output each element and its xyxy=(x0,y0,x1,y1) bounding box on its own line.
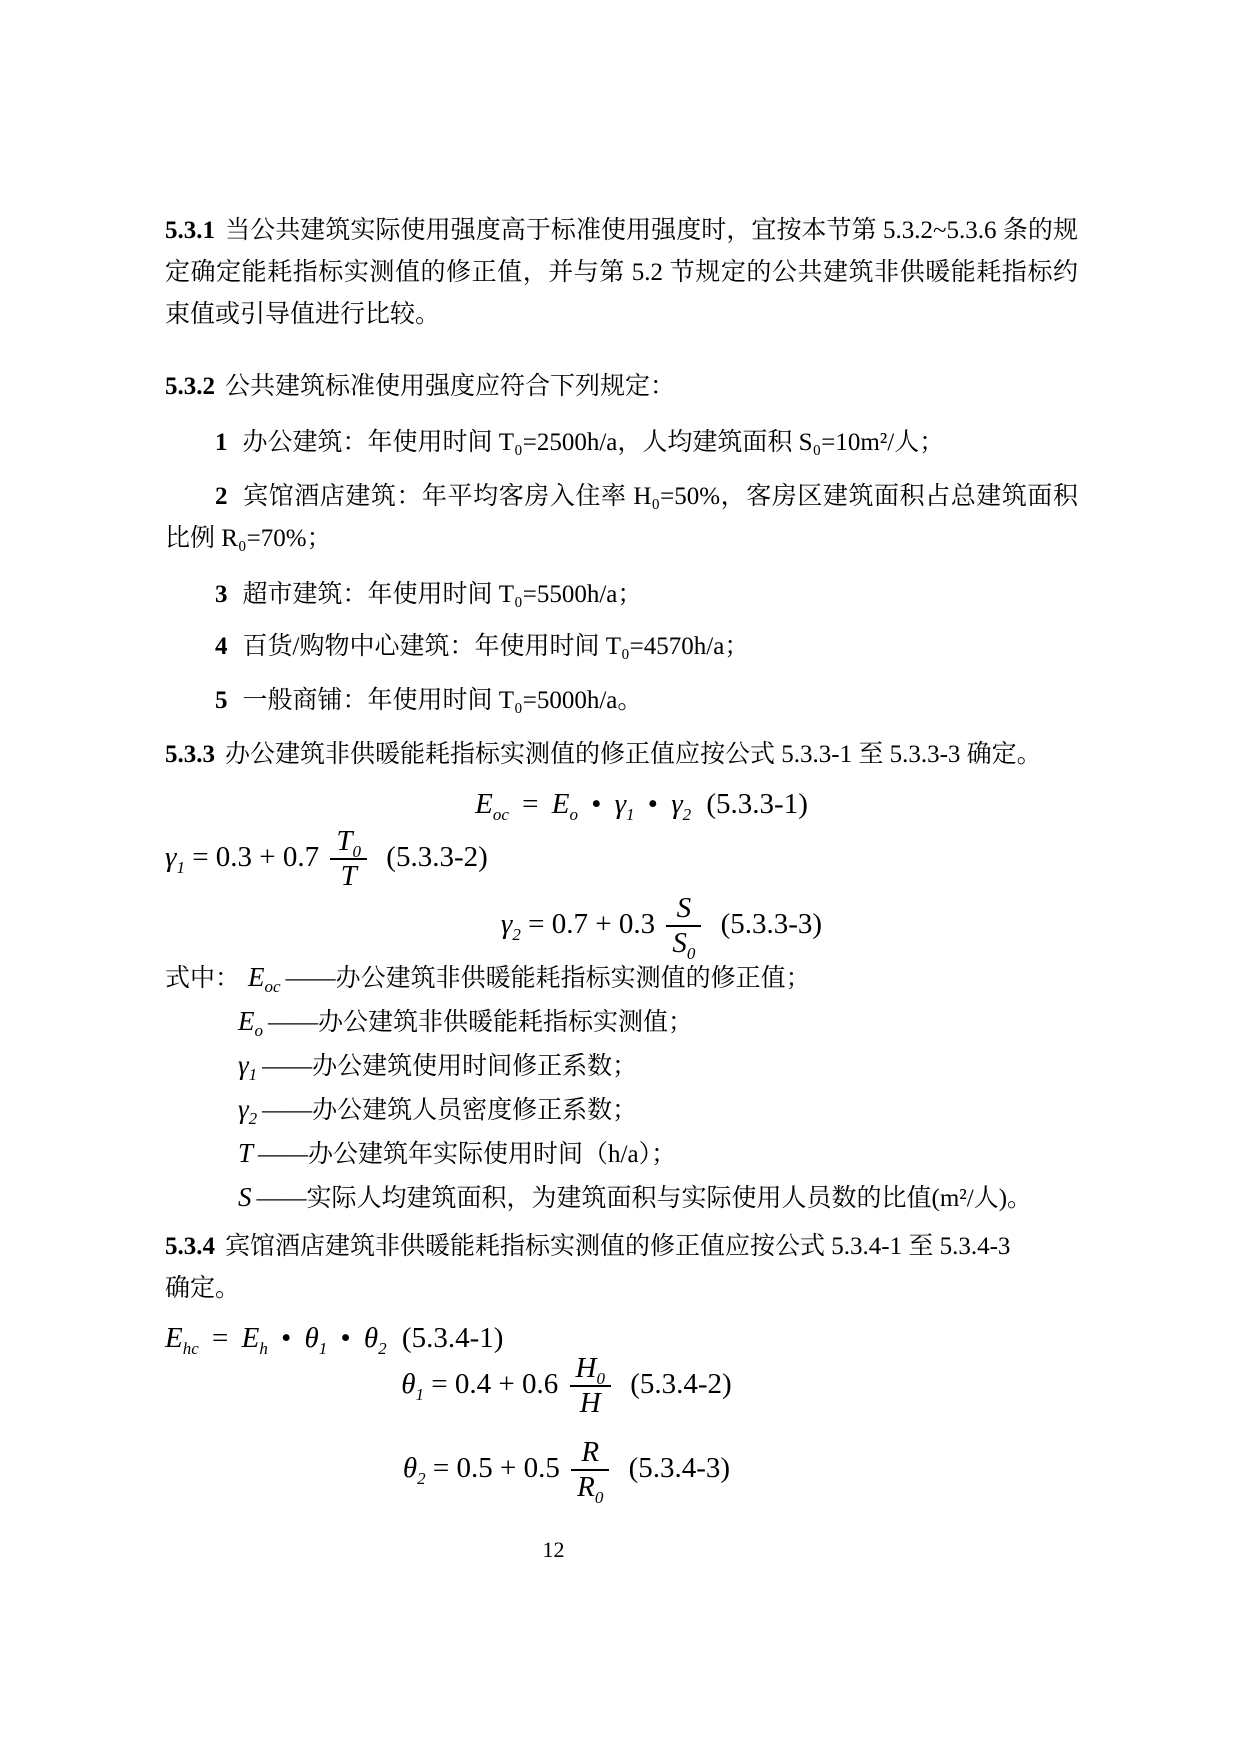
symbol: S xyxy=(238,1182,252,1212)
list-item-number: 4 xyxy=(215,633,228,660)
formula-variable: E xyxy=(241,1322,260,1354)
fraction xyxy=(570,1352,611,1421)
dot-operator: • xyxy=(340,1322,351,1354)
symbol-subscript: 1 xyxy=(248,1065,258,1084)
symbol-subscript: o xyxy=(254,1021,263,1040)
formula-label: (5.3.3-3) xyxy=(720,908,823,940)
formula-subscript: 2 xyxy=(417,1468,426,1488)
section-5-3-3 xyxy=(165,734,1095,776)
where-clause xyxy=(165,956,1105,1220)
fraction-denominator: $R_0$ xyxy=(577,1471,604,1508)
formula-variable: γ xyxy=(500,908,513,940)
fraction-denominator: $S_0$ xyxy=(672,927,696,964)
section-number: 5.3.1 xyxy=(165,217,215,244)
where-prefix: 式中： xyxy=(165,965,241,992)
list-item-text: 超市建筑：年使用时间 T₀=5500h/a； xyxy=(242,581,643,608)
formula-5-3-3-2 xyxy=(165,825,1078,894)
symbol: γ xyxy=(238,1050,249,1080)
section-number: 5.3.3 xyxy=(165,741,215,768)
formula-subscript: o xyxy=(569,804,578,824)
symbol-subscript: oc xyxy=(264,977,281,996)
formula-variable: γ xyxy=(165,841,177,873)
symbol-definition xyxy=(165,956,1105,1000)
list-item-number: 5 xyxy=(215,687,228,714)
section-5-3-4 xyxy=(165,1226,1078,1310)
formula-subscript: oc xyxy=(492,804,509,824)
formula-label: (5.3.4-3) xyxy=(628,1452,731,1484)
formula-variable: E xyxy=(551,788,570,820)
section-number: 5.3.4 xyxy=(165,1233,215,1260)
formula-5-3-4-3 xyxy=(110,1436,1023,1508)
dot-operator: • xyxy=(281,1322,292,1354)
formula-variable: E xyxy=(165,1322,183,1354)
formula-body: = 0.7 + 0.3 xyxy=(528,908,656,940)
formula-variable: θ xyxy=(401,1368,416,1400)
list-item-5 xyxy=(165,680,1078,722)
fraction xyxy=(666,892,701,964)
formula-subscript: 1 xyxy=(318,1338,328,1358)
fraction-numerator: $T_0$ xyxy=(330,825,367,860)
fraction-denominator: H xyxy=(579,1387,601,1420)
formula-5-3-3-1 xyxy=(185,782,1098,826)
list-item-text: 宾馆酒店建筑：年平均客房入住率 H₀=50%，客房区建筑面积占总建筑面积比例 R₀=70%； xyxy=(165,483,1078,552)
symbol: T xyxy=(238,1138,254,1168)
formula-label: (5.3.3-2) xyxy=(386,841,488,873)
symbol: E xyxy=(238,1006,255,1036)
symbol-definition xyxy=(238,1176,1105,1220)
section-5-3-1 xyxy=(165,210,1078,336)
list-item-4 xyxy=(165,626,1078,668)
page-number: 12 xyxy=(542,1537,565,1562)
section-text: 办公建筑非供暖能耗指标实测值的修正值应按公式 5.3.3-1 至 5.3.3-3 确定。 xyxy=(225,741,1042,768)
formula-body: = 0.3 + 0.7 xyxy=(192,841,320,873)
formula-subscript: 2 xyxy=(378,1338,387,1358)
dot-operator: • xyxy=(591,788,602,820)
symbol-definition xyxy=(238,1088,1105,1132)
equals-sign: = xyxy=(522,788,539,820)
formula-subscript: 2 xyxy=(512,924,521,944)
symbol-description: ——办公建筑非供暖能耗指标实测值； xyxy=(268,1009,694,1036)
fraction-numerator: $H_0$ xyxy=(570,1352,611,1387)
symbol-description: ——办公建筑人员密度修正系数； xyxy=(262,1097,638,1124)
formula-5-3-4-2 xyxy=(110,1352,1023,1421)
list-item-number: 1 xyxy=(215,429,228,456)
list-item-number: 2 xyxy=(215,483,228,510)
symbol: γ xyxy=(238,1094,249,1124)
list-item-text: 办公建筑：年使用时间 T₀=2500h/a，人均建筑面积 S₀=10m²/人； xyxy=(242,429,945,456)
fraction xyxy=(330,825,367,894)
formula-subscript: hc xyxy=(182,1338,199,1358)
symbol-definition xyxy=(238,1000,1105,1044)
symbol-description: ——办公建筑非供暖能耗指标实测值的修正值； xyxy=(285,965,811,992)
section-text: 当公共建筑实际使用强度高于标准使用强度时，宜按本节第 5.3.2~5.3.6 条的规定确定能耗指标实测值的修正值，并与第 5.2 节规定的公共建筑非供暖能耗指标约束值或引导值进行比较。 xyxy=(165,217,1078,328)
list-item-text: 一般商铺：年使用时间 T₀=5000h/a。 xyxy=(242,687,643,714)
symbol-definition xyxy=(238,1044,1105,1088)
symbol-definition xyxy=(238,1132,1105,1176)
section-text: 宾馆酒店建筑非供暖能耗指标实测值的修正值应按公式 5.3.4-1 至 5.3.4-3 xyxy=(225,1233,1011,1260)
dot-operator: • xyxy=(647,788,658,820)
formula-subscript: h xyxy=(259,1338,268,1358)
formula-variable: θ xyxy=(402,1452,418,1484)
symbol-description: ——办公建筑年实际使用时间（h/a）； xyxy=(258,1141,677,1168)
symbol-description: ——实际人均建筑面积，为建筑面积与实际使用人员数的比值(m²/人)。 xyxy=(256,1185,1033,1212)
section-5-3-2 xyxy=(165,366,1078,408)
equals-sign: = xyxy=(212,1322,229,1354)
section-number: 5.3.2 xyxy=(165,373,215,400)
fraction-numerator: S xyxy=(666,892,701,927)
formula-variable: γ xyxy=(614,788,627,820)
formula-5-3-3-3 xyxy=(205,892,1118,964)
symbol-subscript: 2 xyxy=(248,1109,258,1128)
formula-subscript: 1 xyxy=(176,857,185,877)
formula-variable: θ xyxy=(363,1322,379,1354)
formula-label: (5.3.4-2) xyxy=(630,1368,732,1400)
formula-variable: E xyxy=(475,788,493,820)
formula-variable: γ xyxy=(671,788,683,820)
formula-subscript: 1 xyxy=(415,1384,425,1404)
formula-body: = 0.4 + 0.6 xyxy=(431,1368,559,1400)
section-text-continued: 确定。 xyxy=(165,1275,241,1302)
list-item-text: 百货/购物中心建筑：年使用时间 T₀=4570h/a； xyxy=(242,633,750,660)
formula-body: = 0.5 + 0.5 xyxy=(432,1452,560,1484)
fraction-numerator: R xyxy=(571,1436,609,1471)
formula-variable: θ xyxy=(304,1322,319,1354)
section-text: 公共建筑标准使用强度应符合下列规定： xyxy=(225,373,676,400)
formula-subscript: 1 xyxy=(626,804,635,824)
symbol: E xyxy=(248,962,265,992)
list-item-3 xyxy=(165,574,1078,616)
formula-subscript: 2 xyxy=(682,804,692,824)
formula-label: (5.3.3-1) xyxy=(706,788,808,820)
fraction xyxy=(571,1436,609,1508)
symbol-description: ——办公建筑使用时间修正系数； xyxy=(262,1053,638,1080)
fraction-denominator: T xyxy=(340,860,357,893)
list-item-2 xyxy=(165,476,1078,560)
list-item-1 xyxy=(165,422,1078,464)
list-item-number: 3 xyxy=(215,581,228,608)
formula-label: (5.3.4-1) xyxy=(401,1322,504,1354)
